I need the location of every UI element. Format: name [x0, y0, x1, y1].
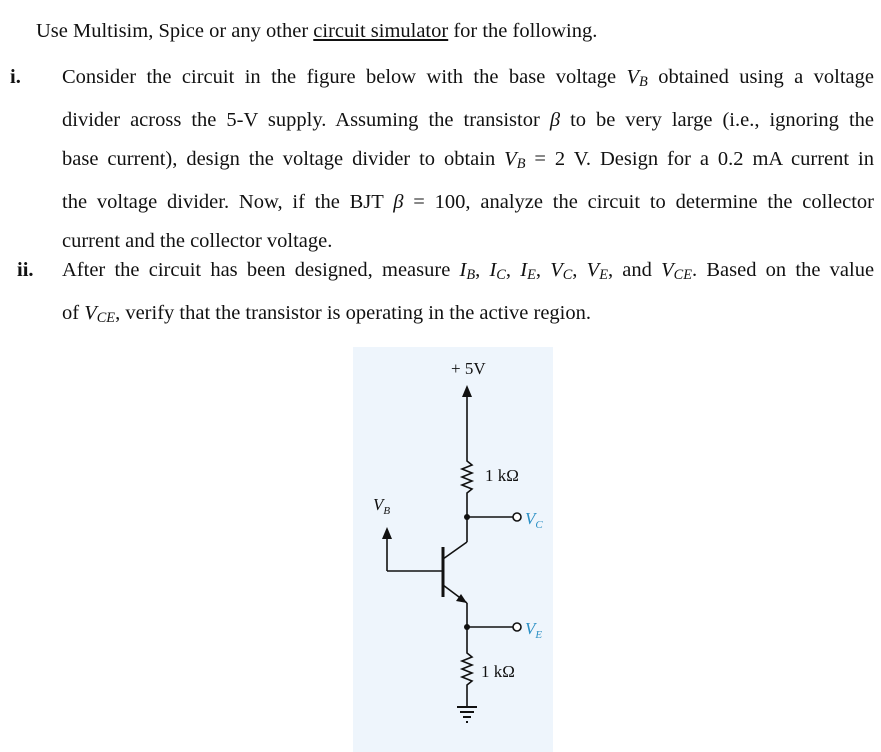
ve-label: $V_E$	[525, 619, 543, 641]
ground-icon	[457, 707, 477, 722]
supply-label: + 5V	[451, 359, 486, 378]
vc-terminal	[513, 513, 521, 521]
transistor-collector-lead	[443, 542, 467, 559]
collector-resistor	[462, 457, 472, 497]
text-line: base current), design the voltage divider to obtain $V_B = 2$ V. Design for a 0.2 mA current in	[62, 147, 874, 172]
text-line: Consider the circuit in the figure below with the base voltage $V_B$ obtained using a voltage	[62, 66, 875, 91]
rc-label: 1 kΩ	[485, 466, 519, 485]
vc-label: $V_C$	[525, 509, 543, 531]
bjt-circuit-figure	[353, 347, 553, 752]
item-number: ii.	[17, 259, 34, 281]
circuit-diagram	[353, 347, 553, 752]
vb-label: $V_B$	[373, 495, 391, 517]
question-text	[62, 58, 874, 260]
supply-arrow-icon	[462, 385, 472, 397]
text-line: the voltage divider. Now, if the BJT β = 100, analyze the circuit to determine the collector	[62, 191, 874, 214]
text-line: current and the collector voltage.	[62, 229, 333, 252]
intro-prefix: Use Multisim, Spice or any other	[36, 20, 314, 42]
item-number: i.	[10, 66, 21, 88]
emitter-resistor	[462, 647, 472, 692]
intro-suffix: for the following.	[448, 20, 598, 42]
vb-arrow-icon	[382, 527, 392, 539]
text-line: of $V_{CE}$, verify that the transistor is operating in the active region.	[62, 302, 591, 327]
question-text	[62, 251, 874, 338]
ve-node-dot	[464, 624, 470, 630]
vc-node-dot	[464, 514, 470, 520]
text-line: After the circuit has been designed, measure $I_B$, $I_C$, $I_E$, $V_C$, $V_E$, and $V_{CE}$. Based on the value	[62, 259, 875, 284]
circuit-simulator-link[interactable]: circuit simulator	[313, 20, 449, 42]
instructions-intro	[36, 20, 597, 43]
text-line: divider across the 5-V supply. Assuming the transistor β to be very large (i.e., ignoring the	[62, 109, 874, 132]
re-label: 1 kΩ	[481, 662, 515, 681]
ve-terminal	[513, 623, 521, 631]
